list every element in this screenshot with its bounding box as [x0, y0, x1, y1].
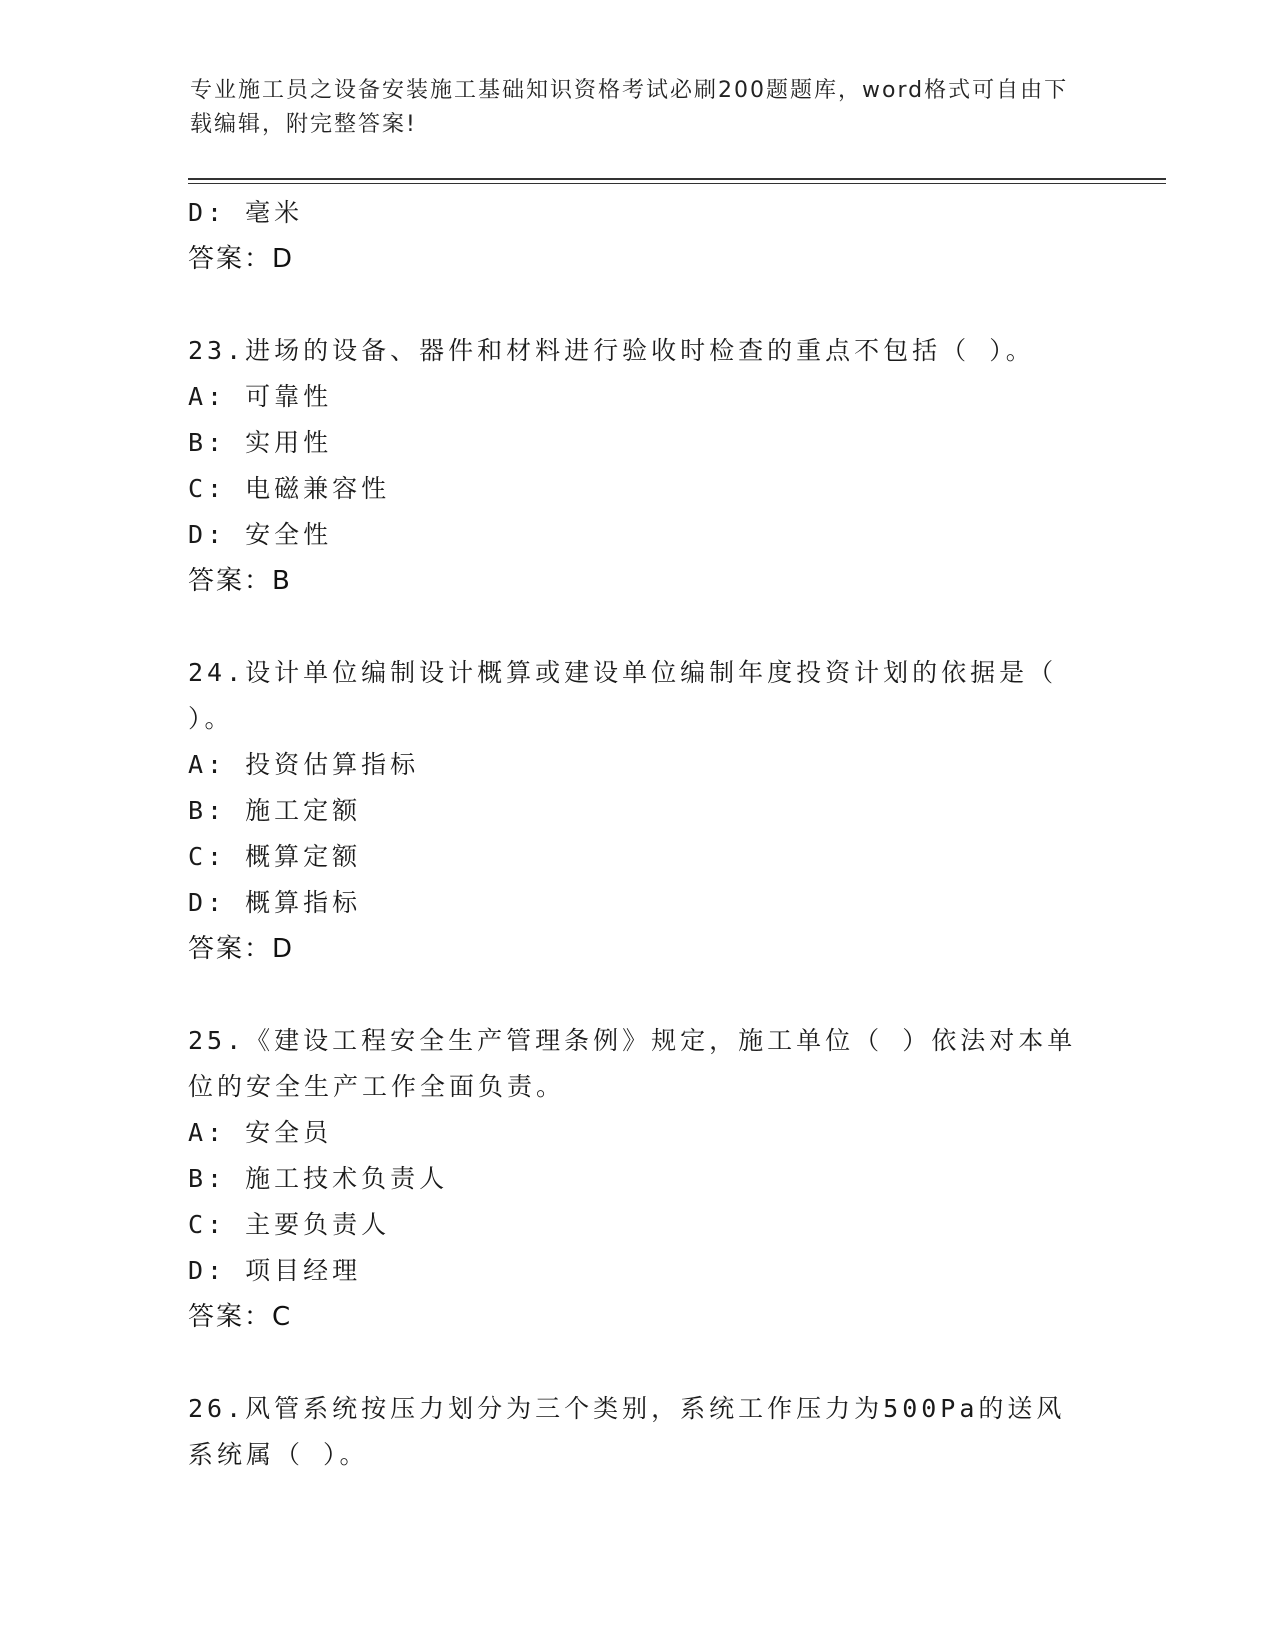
question-25-answer: 答案：C	[188, 1302, 293, 1332]
question-23-option-b: B: 实用性	[188, 428, 333, 457]
question-25-option-a: A: 安全员	[188, 1118, 333, 1147]
spacer	[188, 1340, 1088, 1386]
spacer	[188, 604, 1088, 650]
question-23-option-c: C: 电磁兼容性	[188, 474, 391, 503]
question-24-stem: 24.设计单位编制设计概算或建设单位编制年度投资计划的依据是（ ）。	[188, 658, 1058, 733]
question-24-option-b: B: 施工定额	[188, 796, 362, 825]
question-25-stem: 25.《建设工程安全生产管理条例》规定，施工单位（ ）依法对本单位的安全生产工作全面负责。	[188, 1026, 1077, 1101]
question-23-stem: 23.进场的设备、器件和材料进行验收时检查的重点不包括（ ）。	[188, 336, 1035, 365]
header-divider-thin	[188, 183, 1166, 184]
question-25-option-c: C: 主要负责人	[188, 1210, 391, 1239]
spacer	[188, 282, 1088, 328]
question-23-answer: 答案：B	[188, 566, 292, 596]
question-25-option-b: B: 施工技术负责人	[188, 1164, 449, 1193]
question-25-option-d: D: 项目经理	[188, 1256, 362, 1285]
question-24-option-c: C: 概算定额	[188, 842, 362, 871]
document-body	[188, 190, 1088, 1478]
question-24-option-d: D: 概算指标	[188, 888, 362, 917]
question-26-stem: 26.风管系统按压力划分为三个类别，系统工作压力为500Pa的送风系统属（ ）。	[188, 1394, 1066, 1469]
question-24-option-a: A: 投资估算指标	[188, 750, 420, 779]
option-d-carryover: D: 毫米	[188, 198, 304, 227]
question-23-option-a: A: 可靠性	[188, 382, 333, 411]
header-divider-thick	[188, 178, 1166, 180]
answer-carryover: 答案：D	[188, 244, 295, 274]
document-header: 专业施工员之设备安装施工基础知识资格考试必刷200题题库，word格式可自由下载编辑，附完整答案!	[190, 78, 1069, 137]
question-24-answer: 答案：D	[188, 934, 295, 964]
spacer	[188, 972, 1088, 1018]
question-23-option-d: D: 安全性	[188, 520, 333, 549]
